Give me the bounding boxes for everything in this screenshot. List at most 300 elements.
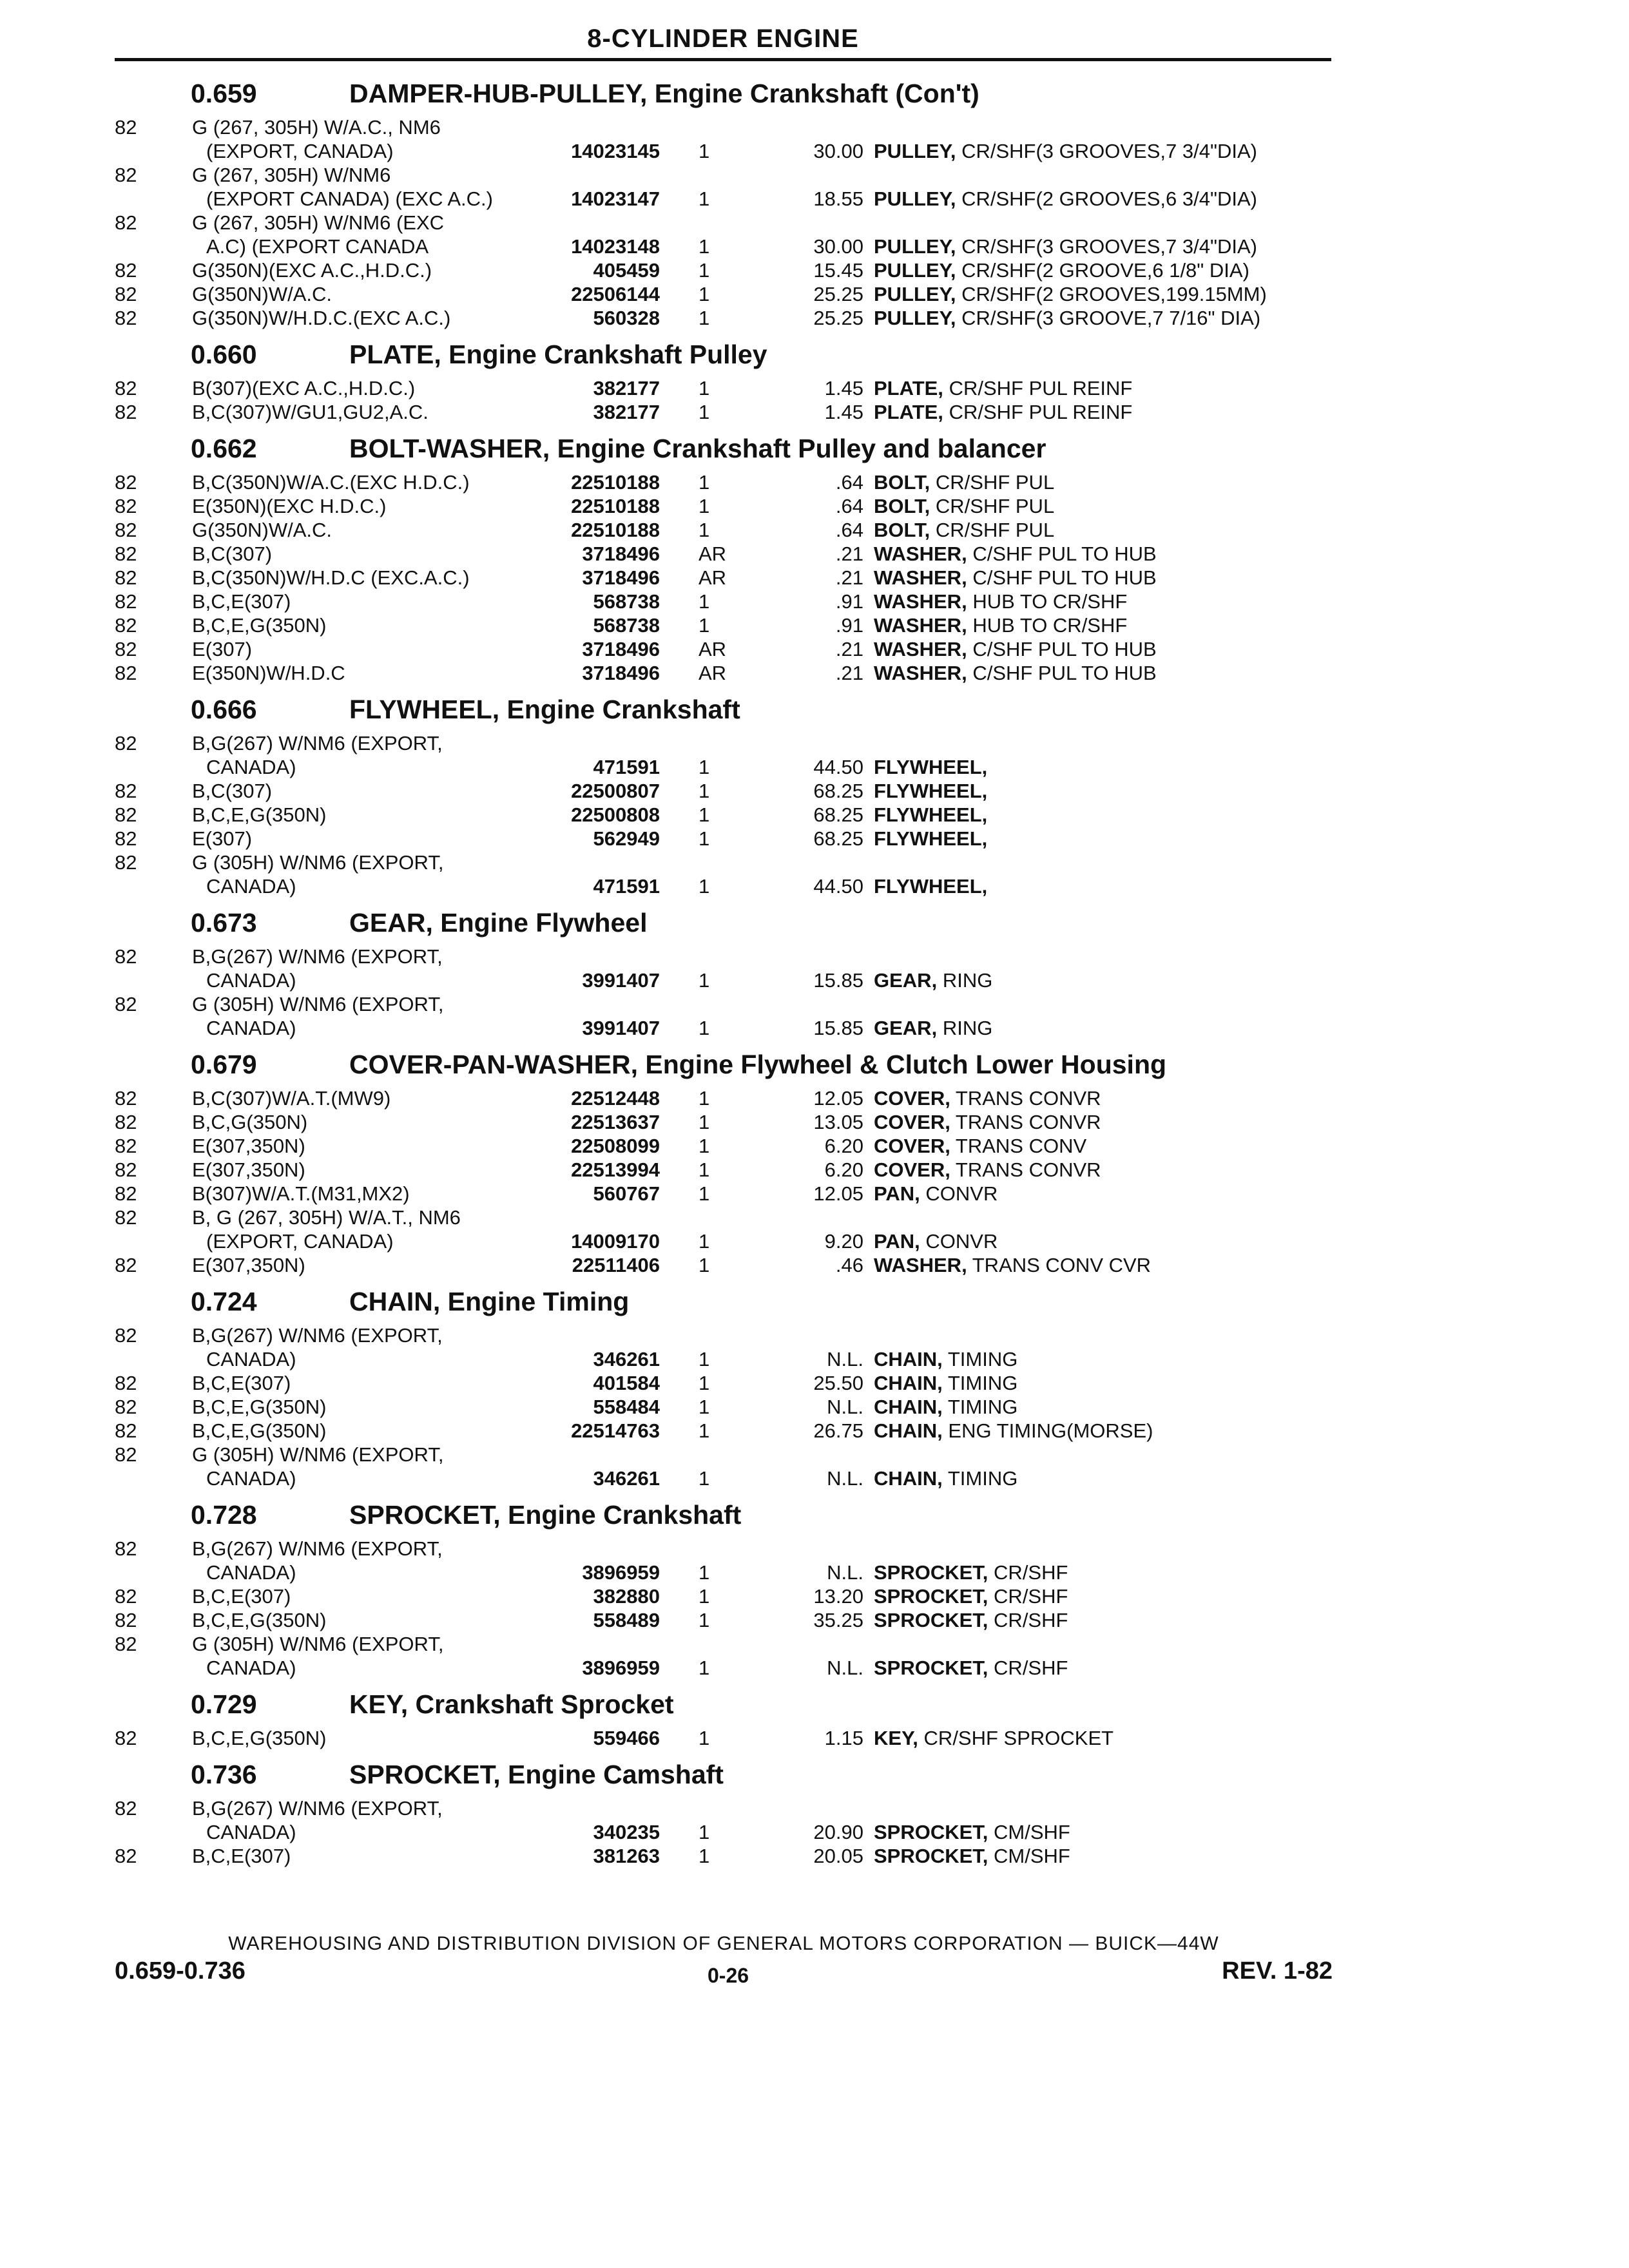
- item-type: SPROCKET,: [874, 1609, 988, 1631]
- section-name: FLYWHEEL, Engine Crankshaft: [349, 695, 740, 724]
- item-name: [874, 495, 1054, 518]
- part-number: 3896959: [582, 1657, 660, 1679]
- part-number: 401584: [593, 1372, 660, 1394]
- model-year: 82: [115, 543, 137, 565]
- application-description: B,G(267) W/NM6 (EXPORT,: [192, 945, 443, 968]
- price: 25.25: [813, 307, 863, 329]
- section-0-659: [115, 76, 1333, 331]
- quantity: 1: [699, 1727, 710, 1749]
- item-detail: TRANS CONVR: [955, 1158, 1101, 1181]
- entry-line: [115, 1254, 1333, 1278]
- price: 26.75: [813, 1419, 863, 1442]
- price: .21: [835, 662, 863, 684]
- section-number: 0.728: [191, 1500, 257, 1530]
- item-type: WASHER,: [874, 638, 967, 660]
- item-type: WASHER,: [874, 614, 967, 637]
- section-0-666: [115, 692, 1333, 899]
- model-year: 82: [115, 993, 137, 1015]
- model-year: 82: [115, 662, 137, 684]
- model-year: 82: [115, 780, 137, 802]
- part-entry: [115, 164, 1333, 211]
- item-detail: CM/SHF: [994, 1821, 1070, 1843]
- price: 25.25: [813, 283, 863, 305]
- part-entry: [115, 1206, 1333, 1254]
- item-name: [874, 1657, 1068, 1680]
- part-entry: [115, 780, 1333, 803]
- part-entry: [115, 116, 1333, 164]
- price: 12.05: [813, 1087, 863, 1110]
- item-type: GEAR,: [874, 1017, 938, 1039]
- quantity: AR: [699, 638, 727, 660]
- part-entry: [115, 1845, 1333, 1869]
- price: 13.20: [813, 1585, 863, 1608]
- part-number: 3991407: [582, 1017, 660, 1039]
- quantity: AR: [699, 566, 727, 589]
- model-year: 82: [115, 614, 137, 637]
- item-detail: CR/SHF(2 GROOVE,6 1/8" DIA): [961, 259, 1249, 282]
- item-name: [874, 401, 1132, 424]
- entry-line: [115, 495, 1333, 519]
- section-number: 0.736: [191, 1760, 257, 1789]
- application-description: (EXPORT CANADA) (EXC A.C.): [206, 187, 493, 210]
- application-description: CANADA): [206, 1348, 296, 1370]
- section-0-673: [115, 905, 1333, 1041]
- item-name: [874, 1017, 992, 1040]
- item-type: SPROCKET,: [874, 1845, 988, 1867]
- item-name: [874, 1230, 998, 1253]
- quantity: 1: [699, 259, 710, 282]
- entry-line: [115, 1372, 1333, 1396]
- item-name: [874, 1419, 1153, 1443]
- model-year: 82: [115, 732, 137, 754]
- item-name: [874, 662, 1157, 685]
- part-number: 22510188: [571, 495, 660, 517]
- entry-line: [115, 401, 1333, 425]
- item-name: [874, 1182, 998, 1206]
- item-type: WASHER,: [874, 566, 967, 589]
- part-entry: [115, 827, 1333, 851]
- part-entry: [115, 307, 1333, 331]
- model-year: 82: [115, 638, 137, 660]
- entry-line: [115, 1324, 1333, 1348]
- price: 20.90: [813, 1821, 863, 1843]
- application-description: G (305H) W/NM6 (EXPORT,: [192, 1443, 444, 1466]
- section-name: PLATE, Engine Crankshaft Pulley: [349, 340, 767, 369]
- entry-line: [115, 1657, 1333, 1680]
- entry-line: [115, 1396, 1333, 1419]
- quantity: AR: [699, 662, 727, 684]
- item-name: [874, 1561, 1068, 1584]
- part-entry: [115, 1182, 1333, 1206]
- part-number: 560767: [593, 1182, 660, 1205]
- part-entry: [115, 1443, 1333, 1491]
- item-detail: CR/SHF: [994, 1657, 1068, 1679]
- entry-line: [115, 803, 1333, 827]
- price: 25.50: [813, 1372, 863, 1394]
- quantity: AR: [699, 543, 727, 565]
- entry-line: [115, 1609, 1333, 1633]
- price: N.L.: [827, 1467, 863, 1490]
- item-name: [874, 377, 1132, 400]
- item-name: [874, 1372, 1017, 1395]
- entry-line: [115, 614, 1333, 638]
- part-entry: [115, 211, 1333, 259]
- part-number: 3718496: [582, 566, 660, 589]
- entry-line: [115, 1182, 1333, 1206]
- item-type: WASHER,: [874, 543, 967, 565]
- quantity: 1: [699, 235, 710, 258]
- application-description: B,C,E(307): [192, 590, 291, 613]
- item-name: [874, 259, 1249, 282]
- entry-line: [115, 875, 1333, 899]
- quantity: 1: [699, 1845, 710, 1867]
- item-detail: TIMING: [947, 1372, 1018, 1394]
- item-type: SPROCKET,: [874, 1657, 988, 1679]
- application-description: B,C,E,G(350N): [192, 1396, 327, 1418]
- division-text: WAREHOUSING AND DISTRIBUTION DIVISION OF GENERAL MOTORS CORPORATION — BUICK—44W: [228, 1933, 1219, 1954]
- item-name: [874, 875, 987, 898]
- application-description: G(350N)W/A.C.: [192, 519, 333, 541]
- model-year: 82: [115, 1633, 137, 1655]
- item-type: PULLEY,: [874, 307, 956, 329]
- price: .21: [835, 543, 863, 565]
- part-number: 3718496: [582, 638, 660, 660]
- model-year: 82: [115, 566, 137, 589]
- model-year: 82: [115, 803, 137, 826]
- price: 44.50: [813, 756, 863, 778]
- item-detail: CR/SHF: [994, 1609, 1068, 1631]
- entry-line: [115, 1206, 1333, 1230]
- price: .21: [835, 566, 863, 589]
- price: 1.15: [824, 1727, 863, 1749]
- application-description: B,C,E(307): [192, 1372, 291, 1394]
- revision-label: REV. 1-82: [1222, 1957, 1333, 1984]
- item-name: [874, 1396, 1017, 1419]
- application-description: B,C,E(307): [192, 1845, 291, 1867]
- part-number: 382880: [593, 1585, 660, 1608]
- application-description: E(307,350N): [192, 1254, 305, 1276]
- entry-line: [115, 1111, 1333, 1135]
- entry-line: [115, 756, 1333, 780]
- model-year: 82: [115, 851, 137, 874]
- quantity: 1: [699, 1585, 710, 1608]
- part-number: 405459: [593, 259, 660, 282]
- item-type: COVER,: [874, 1087, 950, 1110]
- price: 9.20: [824, 1230, 863, 1253]
- model-year: 82: [115, 1396, 137, 1418]
- part-entry: [115, 519, 1333, 543]
- entry-line: [115, 377, 1333, 401]
- item-name: [874, 307, 1260, 330]
- item-type: SPROCKET,: [874, 1821, 988, 1843]
- application-description: G (305H) W/NM6 (EXPORT,: [192, 1633, 444, 1655]
- entry-line: [115, 993, 1333, 1017]
- entry-line: [115, 471, 1333, 495]
- model-year: 82: [115, 164, 137, 186]
- part-entry: [115, 1419, 1333, 1443]
- item-type: FLYWHEEL,: [874, 803, 988, 826]
- page-number: 0-26: [708, 1964, 749, 1987]
- price: 30.00: [813, 235, 863, 258]
- part-number: 14023147: [571, 187, 660, 210]
- application-description: B,G(267) W/NM6 (EXPORT,: [192, 1797, 443, 1820]
- quantity: 1: [699, 1230, 710, 1253]
- item-type: CHAIN,: [874, 1396, 943, 1418]
- part-number: 568738: [593, 614, 660, 637]
- application-description: B,C(350N)W/H.D.C (EXC.A.C.): [192, 566, 470, 589]
- application-description: B,C,E,G(350N): [192, 803, 327, 826]
- quantity: 1: [699, 1419, 710, 1442]
- section-number: 0.659: [191, 79, 257, 108]
- part-entry: [115, 662, 1333, 686]
- part-number: 22511406: [572, 1254, 660, 1276]
- application-description: G (305H) W/NM6 (EXPORT,: [192, 851, 444, 874]
- application-description: B,C(350N)W/A.C.(EXC H.D.C.): [192, 471, 470, 494]
- header-rule: [115, 58, 1331, 61]
- price: 68.25: [813, 780, 863, 802]
- quantity: 1: [699, 1657, 710, 1679]
- entry-line: [115, 1467, 1333, 1491]
- part-entry: [115, 590, 1333, 614]
- part-number: 22513994: [571, 1158, 660, 1181]
- application-description: E(307): [192, 638, 253, 660]
- entry-line: [115, 140, 1333, 164]
- application-description: B(307)(EXC A.C.,H.D.C.): [192, 377, 416, 399]
- price: .46: [835, 1254, 863, 1276]
- price: 15.85: [813, 1017, 863, 1039]
- item-type: SPROCKET,: [874, 1561, 988, 1584]
- price: N.L.: [827, 1657, 863, 1679]
- price: 30.00: [813, 140, 863, 162]
- application-description: G(350N)W/A.C.: [192, 283, 333, 305]
- entry-line: [115, 259, 1333, 283]
- part-entry: [115, 1585, 1333, 1609]
- part-number: 22510188: [571, 471, 660, 494]
- entry-line: [115, 116, 1333, 140]
- price: .91: [835, 590, 863, 613]
- item-type: CHAIN,: [874, 1467, 943, 1490]
- price: .21: [835, 638, 863, 660]
- parts-list: [115, 76, 1333, 1875]
- part-entry: [115, 566, 1333, 590]
- entry-line: [115, 851, 1333, 875]
- section-0-724: [115, 1284, 1333, 1491]
- item-type: BOLT,: [874, 471, 930, 494]
- item-name: [874, 235, 1257, 258]
- item-detail: RING: [942, 969, 993, 992]
- price: N.L.: [827, 1348, 863, 1370]
- section-name: DAMPER-HUB-PULLEY, Engine Crankshaft (Con't): [349, 79, 979, 108]
- section-0-736: [115, 1757, 1333, 1869]
- section-0-729: [115, 1687, 1333, 1751]
- page-title: 8-CYLINDER ENGINE: [587, 24, 859, 53]
- entry-line: [115, 590, 1333, 614]
- part-entry: [115, 495, 1333, 519]
- application-description: B,G(267) W/NM6 (EXPORT,: [192, 732, 443, 754]
- quantity: 1: [699, 1467, 710, 1490]
- quantity: 1: [699, 875, 710, 898]
- item-name: [874, 543, 1157, 566]
- entry-line: [115, 235, 1333, 259]
- item-name: [874, 519, 1054, 542]
- section-name: SPROCKET, Engine Crankshaft: [349, 1500, 742, 1530]
- part-entry: [115, 1633, 1333, 1680]
- part-number: 3991407: [582, 969, 660, 992]
- part-entry: [115, 945, 1333, 993]
- quantity: 1: [699, 307, 710, 329]
- item-detail: RING: [942, 1017, 993, 1039]
- part-entry: [115, 1609, 1333, 1633]
- part-entry: [115, 377, 1333, 401]
- section-number: 0.679: [191, 1050, 257, 1079]
- item-detail: ENG TIMING(MORSE): [948, 1419, 1153, 1442]
- model-year: 82: [115, 401, 137, 423]
- application-description: B,C(307)W/A.T.(MW9): [192, 1087, 391, 1110]
- part-number: 22500807: [571, 780, 660, 802]
- item-detail: CR/SHF: [994, 1561, 1068, 1584]
- model-year: 82: [115, 283, 137, 305]
- item-name: [874, 969, 992, 992]
- part-number: 22510188: [571, 519, 660, 541]
- item-detail: C/SHF PUL TO HUB: [972, 543, 1157, 565]
- entry-line: [115, 969, 1333, 993]
- item-type: PULLEY,: [874, 140, 956, 162]
- item-detail: CR/SHF(3 GROOVES,7 3/4"DIA): [961, 235, 1257, 258]
- application-description: B,C,E(307): [192, 1585, 291, 1608]
- part-entry: [115, 1135, 1333, 1158]
- part-entry: [115, 1254, 1333, 1278]
- price: 13.05: [813, 1111, 863, 1133]
- quantity: 1: [699, 1111, 710, 1133]
- item-name: [874, 1467, 1017, 1490]
- item-type: COVER,: [874, 1111, 950, 1133]
- model-year: 82: [115, 1585, 137, 1608]
- item-detail: C/SHF PUL TO HUB: [972, 662, 1157, 684]
- application-description: B,C,E,G(350N): [192, 1419, 327, 1442]
- entry-line: [115, 1348, 1333, 1372]
- model-year: 82: [115, 1135, 137, 1157]
- quantity: 1: [699, 1087, 710, 1110]
- item-detail: TRANS CONVR: [955, 1111, 1101, 1133]
- entry-line: [115, 1135, 1333, 1158]
- entry-line: [115, 1443, 1333, 1467]
- part-entry: [115, 401, 1333, 425]
- entry-line: [115, 307, 1333, 331]
- section-heading: [115, 692, 1333, 732]
- price: 6.20: [824, 1158, 863, 1181]
- part-entry: [115, 1158, 1333, 1182]
- item-name: [874, 780, 987, 803]
- model-year: 82: [115, 1087, 137, 1110]
- quantity: 1: [699, 590, 710, 613]
- item-type: GEAR,: [874, 969, 938, 992]
- price: .64: [835, 471, 863, 494]
- quantity: 1: [699, 1561, 710, 1584]
- item-type: PULLEY,: [874, 283, 956, 305]
- quantity: 1: [699, 519, 710, 541]
- entry-line: [115, 566, 1333, 590]
- quantity: 1: [699, 803, 710, 826]
- application-description: G (267, 305H) W/NM6 (EXC: [192, 211, 445, 234]
- item-detail: HUB TO CR/SHF: [972, 590, 1128, 613]
- part-entry: [115, 851, 1333, 899]
- page-header: [115, 24, 1331, 62]
- item-detail: CM/SHF: [994, 1845, 1070, 1867]
- application-description: B, G (267, 305H) W/A.T., NM6: [192, 1206, 461, 1229]
- item-detail: TIMING: [947, 1396, 1018, 1418]
- part-entry: [115, 1111, 1333, 1135]
- part-entry: [115, 1372, 1333, 1396]
- price: 68.25: [813, 803, 863, 826]
- model-year: 82: [115, 1443, 137, 1466]
- entry-line: [115, 519, 1333, 543]
- section-number: 0.660: [191, 340, 257, 369]
- model-year: 82: [115, 377, 137, 399]
- quantity: 1: [699, 401, 710, 423]
- item-detail: CR/SHF PUL REINF: [949, 401, 1133, 423]
- item-type: WASHER,: [874, 1254, 967, 1276]
- quantity: 1: [699, 471, 710, 494]
- item-type: FLYWHEEL,: [874, 875, 988, 898]
- item-type: BOLT,: [874, 495, 930, 517]
- entry-line: [115, 1845, 1333, 1869]
- application-description: CANADA): [206, 1561, 296, 1584]
- application-description: G(350N)W/H.D.C.(EXC A.C.): [192, 307, 451, 329]
- model-year: 82: [115, 1206, 137, 1229]
- application-description: B,C,G(350N): [192, 1111, 308, 1133]
- item-name: [874, 566, 1157, 590]
- price: 35.25: [813, 1609, 863, 1631]
- price: .64: [835, 519, 863, 541]
- quantity: 1: [699, 1017, 710, 1039]
- item-type: FLYWHEEL,: [874, 827, 988, 850]
- application-description: B(307)W/A.T.(M31,MX2): [192, 1182, 410, 1205]
- model-year: 82: [115, 1254, 137, 1276]
- model-year: 82: [115, 827, 137, 850]
- application-description: B,C(307)W/GU1,GU2,A.C.: [192, 401, 429, 423]
- part-entry: [115, 1324, 1333, 1372]
- entry-line: [115, 187, 1333, 211]
- part-number: 14023148: [571, 235, 660, 258]
- item-detail: CR/SHF SPROCKET: [923, 1727, 1114, 1749]
- item-name: [874, 1158, 1101, 1182]
- item-type: WASHER,: [874, 590, 967, 613]
- price: N.L.: [827, 1561, 863, 1584]
- part-number: 3718496: [582, 543, 660, 565]
- item-name: [874, 614, 1127, 637]
- item-type: CHAIN,: [874, 1372, 943, 1394]
- application-description: E(350N)W/H.D.C: [192, 662, 345, 684]
- part-number: 562949: [593, 827, 660, 850]
- part-entry: [115, 1396, 1333, 1419]
- quantity: 1: [699, 495, 710, 517]
- quantity: 1: [699, 614, 710, 637]
- item-detail: TRANS CONV: [955, 1135, 1087, 1157]
- item-detail: HUB TO CR/SHF: [972, 614, 1128, 637]
- part-number: 346261: [593, 1348, 660, 1370]
- entry-line: [115, 662, 1333, 686]
- quantity: 1: [699, 1609, 710, 1631]
- section-number: 0.729: [191, 1689, 257, 1719]
- item-detail: TRANS CONV CVR: [972, 1254, 1152, 1276]
- model-year: 82: [115, 945, 137, 968]
- item-name: [874, 1845, 1070, 1868]
- item-name: [874, 471, 1054, 494]
- entry-line: [115, 780, 1333, 803]
- item-name: [874, 1135, 1086, 1158]
- footer-range: 0.659-0.736: [115, 1957, 246, 1984]
- part-entry: [115, 1537, 1333, 1585]
